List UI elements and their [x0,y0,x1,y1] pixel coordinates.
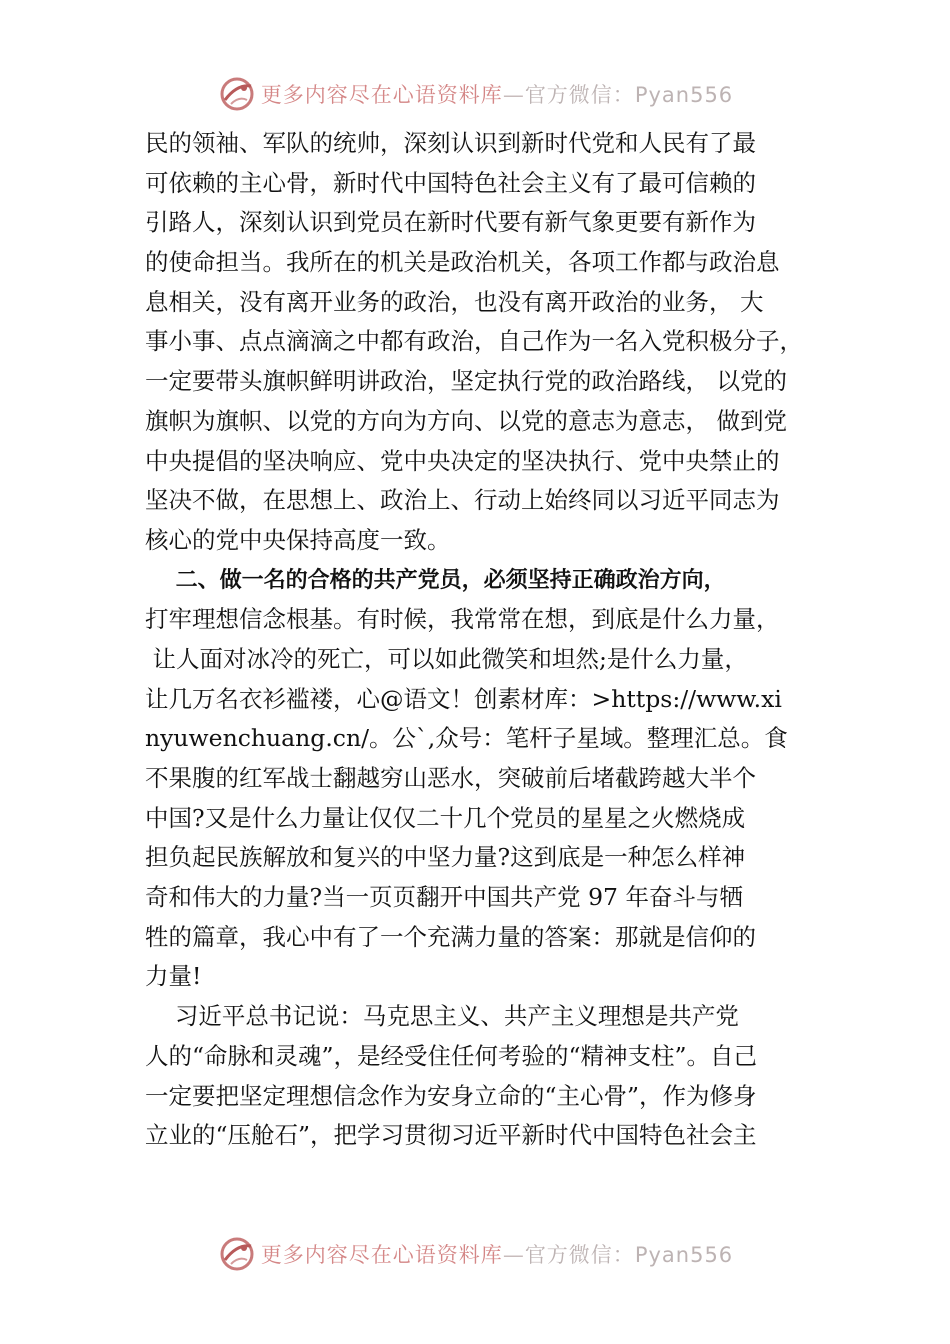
footer-text-wechat-id: Pyan556 [634,1243,734,1267]
body-line: 立业的“压舱石”，把学习贯彻习近平新时代中国特色社会主 [145,1121,757,1150]
footer-text-wechat-label: 官方微信： [524,1243,635,1267]
body-line: 坚决不做，在思想上、政治上、行动上始终同以习近平同志为 [145,486,780,515]
body-line: 的使命担当。我所在的机关是政治机关，各项工作都与政治息 [145,248,780,277]
header-dash: — [502,83,525,107]
header-text-library: 更多内容尽在心语资料库 [260,83,503,107]
body-line: 奇和伟大的力量?当一页页翻开中国共产党 97 年奋斗与牺 [145,883,743,912]
body-line: 一定要带头旗帜鲜明讲政治，坚定执行党的政治路线， 以党的 [145,367,787,396]
header-text-wechat-id: Pyan556 [634,83,734,107]
body-line: 一定要把坚定理想信念作为安身立命的“主心骨”，作为修身 [145,1081,757,1110]
brand-logo-icon [217,1234,257,1274]
body-line: 核心的党中央保持高度一致。 [145,525,451,554]
body-line: nyuwenchuang.cn/。公`,众号：笔杆子星域。整理汇总。食 [145,724,788,753]
footer-watermark-banner [0,1232,950,1276]
body-line: 打牢理想信念根基。有时候，我常常在想，到底是什么力量， [145,605,780,634]
body-line: 旗帜为旗帜、以党的方向为方向、以党的意志为意志， 做到党 [145,406,787,435]
body-line: 人的“命脉和灵魂”，是经受住任何考验的“精神支柱”。自己 [145,1041,758,1070]
document-body [145,124,825,1156]
body-line: 可依赖的主心骨，新时代中国特色社会主义有了最可信赖的 [145,168,756,197]
body-line: 事小事、点点滴滴之中都有政治，自己作为一名入党积极分子， [145,327,803,356]
body-line: 让几万名衣衫褴褛，心@语文！创素材库：>https://www.xi [145,684,782,713]
body-line: 让人面对冰冷的死亡，可以如此微笑和坦然;是什么力量， [145,644,748,673]
body-line: 习近平总书记说：马克思主义、共产主义理想是共产党 [145,1002,739,1031]
footer-dash: — [502,1243,525,1267]
body-line: 力量! [145,962,202,991]
body-line: 息相关，没有离开业务的政治，也没有离开政治的业务， 大 [145,287,764,316]
body-line: 中央提倡的坚决响应、党中央决定的坚决执行、党中央禁止的 [145,446,780,475]
body-line: 中国?又是什么力量让仅仅二十几个党员的星星之火燃烧成 [145,803,746,832]
section-heading: 二、做一名的合格的共产党员，必须坚持正确政治方向， [145,567,726,593]
body-line: 担负起民族解放和复兴的中坚力量?这到底是一种怎么样神 [145,843,746,872]
header-text-wechat-label: 官方微信： [524,83,635,107]
body-line: 引路人，深刻认识到党员在新时代要有新气象更要有新作为 [145,208,756,237]
body-line: 牲的篇章，我心中有了一个充满力量的答案：那就是信仰的 [145,922,756,951]
footer-text-library: 更多内容尽在心语资料库 [260,1243,503,1267]
body-line: 民的领袖、军队的统帅，深刻认识到新时代党和人民有了最 [145,129,756,157]
header-watermark-banner [0,72,950,116]
brand-logo-icon [217,74,257,114]
body-line: 不果腹的红军战士翻越穷山恶水，突破前后堵截跨越大半个 [145,764,756,792]
